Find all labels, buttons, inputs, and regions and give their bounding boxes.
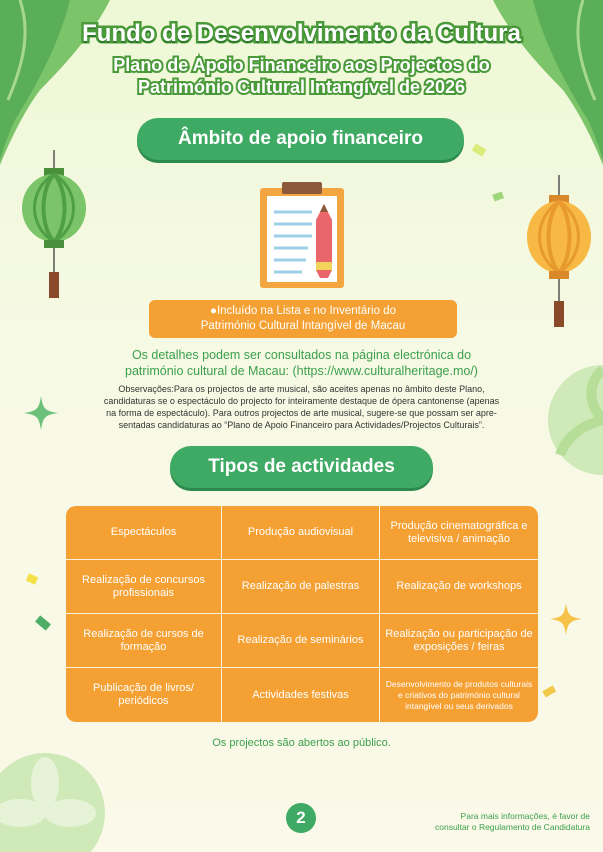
footer-info: Para mais informações, é favor de consultar o Regulamento de Candidatura [435,811,590,832]
activity-cell: Produção cinematográfica e televisiva / animação [380,506,538,560]
activity-cell: Realização de concursos profissionais [66,560,222,614]
activity-cell: Realização de workshops [380,560,538,614]
activity-cell: Realização de seminários [222,614,380,668]
activity-cell: Desenvolvimento de produtos culturais e criativos do património cultural intangível ou seus derivados [385,678,533,711]
details-text: Os detalhes podem ser consultados na página electrónica do património cultural de Macau: (https://www.culturalheritage.mo/) [125,348,478,378]
confetti-decoration [540,685,560,705]
orange-lantern-icon [525,175,593,330]
green-lantern-icon [20,150,88,300]
activity-cell: Publicação de livros/ periódicos [66,668,222,722]
confetti-decoration [490,190,510,210]
confetti-decoration [33,614,55,636]
sparkle-icon [550,603,582,635]
activity-cell: Realização de palestras [222,560,380,614]
confetti-decoration [470,143,490,163]
activity-cell: Produção audiovisual [222,506,380,560]
activities-table [66,506,538,722]
activity-cell: Realização ou participação de exposições / feiras [380,614,538,668]
confetti-decoration [24,572,44,592]
clipboard-icon [258,182,346,290]
notes-text: Observações:Para os projectos de arte musical, são aceites apenas no âmbito deste Plano, candidaturas se o espectáculo do projecto for inteiramente destaque de ópera cantonense (apenas na forma de espectáculo). Para outros projectos de arte musical, sugere-se que possam ser apre- sentadas candidaturas ao “Plano de Apoio Financeiro para Actividades/Projectos Culturais”. [103,384,500,430]
page-title: Fundo de Desenvolvimento da Cultura [82,20,521,47]
page-subtitle: Plano de Apoio Financeiro aos Projectos do Património Cultural Intangível de 2026 [113,55,490,97]
activity-cell: Actividades festivas [222,668,380,722]
included-criteria-box: ●Incluído na Lista e no Inventário do Património Cultural Intangível de Macau [149,300,457,338]
public-note: Os projectos são abertos ao público. [212,737,391,749]
activities-heading: Tipos de actividades [170,446,433,488]
activity-cell: Espectáculos [66,506,222,560]
activity-cell: Realização de cursos de formação [66,614,222,668]
scope-heading: Âmbito de apoio financeiro [137,118,464,160]
page-number: 2 [286,803,316,833]
